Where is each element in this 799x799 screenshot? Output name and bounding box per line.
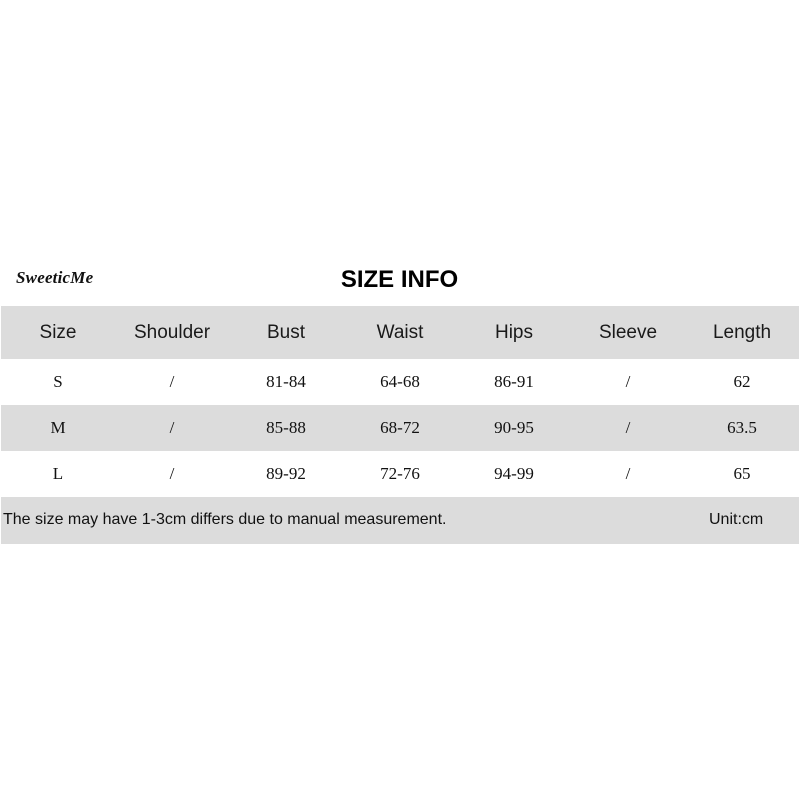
header-size: Size [39, 321, 77, 343]
table-row-s [1, 359, 799, 405]
cell-bust: 85-88 [266, 418, 306, 437]
table-footer [1, 497, 799, 544]
header-shoulder: Shoulder [133, 321, 211, 343]
cell-sleeve: / [625, 372, 631, 391]
cell-size: L [52, 464, 64, 483]
measurement-note: The size may have 1-3cm differs due to manual measurement. [3, 511, 447, 528]
cell-hips: 90-95 [494, 418, 534, 437]
header-bust: Bust [266, 321, 306, 343]
cell-sleeve: / [625, 418, 631, 437]
cell-length: 62 [733, 372, 751, 391]
cell-shoulder: / [169, 418, 175, 437]
cell-length: 63.5 [727, 418, 757, 437]
cell-sleeve: / [625, 464, 631, 483]
cell-waist: 68-72 [380, 418, 420, 437]
cell-size: S [53, 372, 63, 391]
cell-bust: 89-92 [266, 464, 306, 483]
cell-length: 65 [733, 464, 751, 483]
unit-label: Unit:cm [709, 511, 764, 528]
cell-shoulder: / [169, 464, 175, 483]
table-row-m [1, 405, 799, 451]
header-hips: Hips [494, 321, 533, 343]
cell-size: M [50, 418, 66, 437]
cell-waist: 64-68 [380, 372, 420, 391]
brand-logo: SweeticMe [16, 268, 94, 287]
page-title: SIZE INFO [340, 266, 459, 293]
header-length: Length [712, 321, 772, 343]
cell-waist: 72-76 [380, 464, 420, 483]
cell-hips: 86-91 [494, 372, 534, 391]
cell-hips: 94-99 [494, 464, 534, 483]
header-sleeve: Sleeve [598, 321, 658, 343]
cell-shoulder: / [169, 372, 175, 391]
header-waist: Waist [376, 321, 424, 343]
table-header-row [1, 306, 799, 359]
cell-bust: 81-84 [266, 372, 306, 391]
size-table [1, 306, 799, 497]
table-row-l [1, 451, 799, 497]
